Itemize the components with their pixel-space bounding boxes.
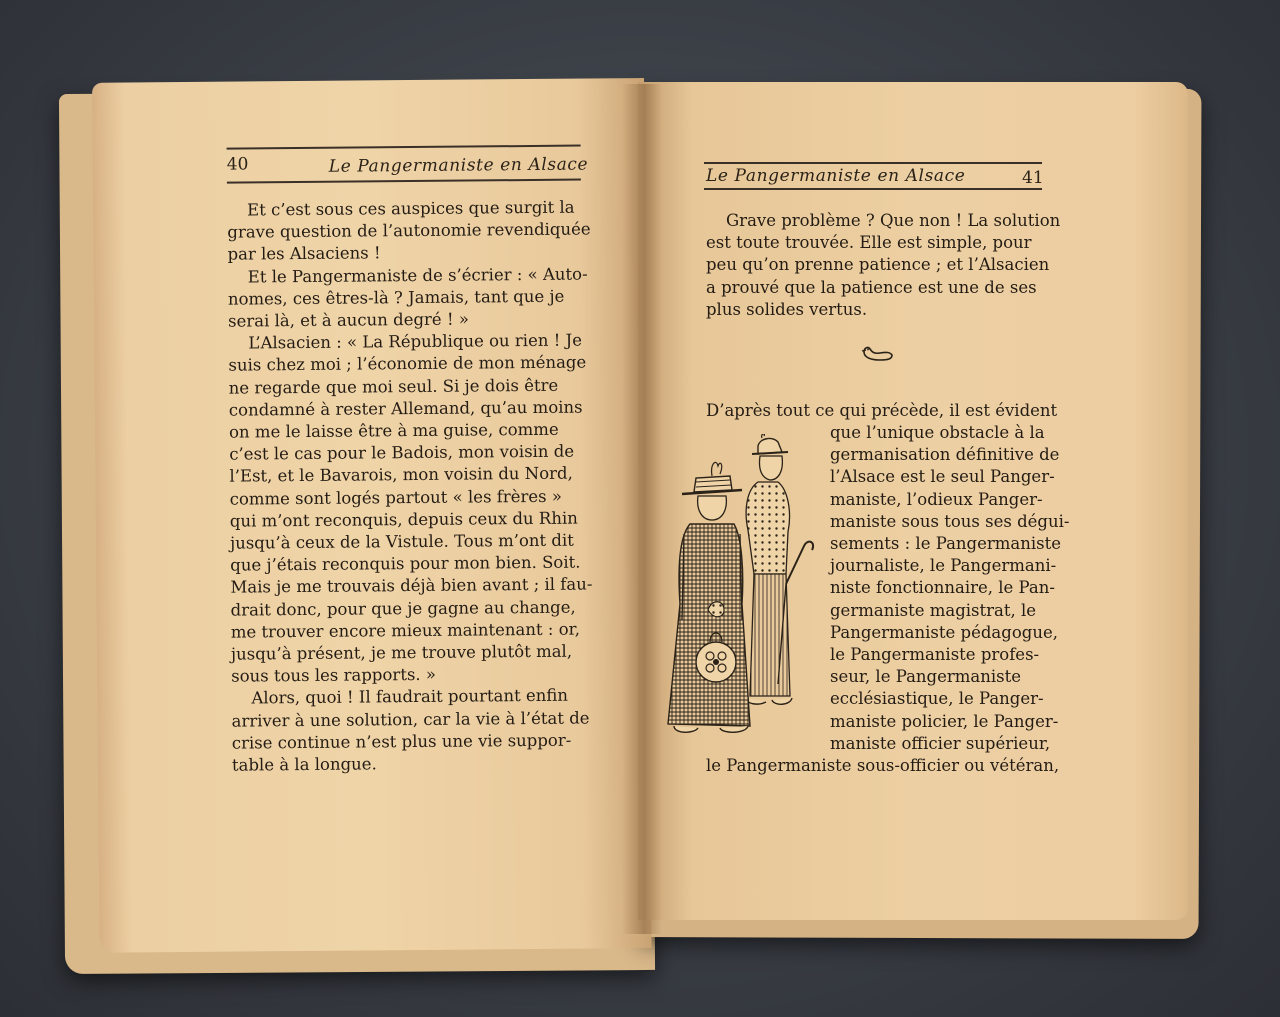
text-line: serai là, et à aucun degré ! »	[228, 309, 469, 331]
left-header-rule-bottom	[227, 179, 581, 184]
text-line: L’Alsacien : « La République ou rien ! Je	[248, 330, 583, 353]
book-gutter-shadow	[622, 84, 662, 934]
right-header-rule-bottom	[704, 188, 1042, 190]
text-line: D’après tout ce qui précède, il est évident	[706, 401, 1058, 420]
text-line: comme sont logés partout « les frères »	[229, 486, 563, 509]
text-line: crise continue n’est plus une vie suppor-	[231, 730, 572, 753]
text-line: maniste sous tous ses dégui-	[830, 511, 1070, 531]
tall-woman-figure	[746, 434, 813, 704]
text-line: on me le laisse être à ma guise, comme	[228, 419, 559, 442]
text-line: suis chez moi ; l’économie de mon ménage	[228, 352, 587, 376]
text-line: que j’étais reconquis pour mon bien. Soit.	[230, 552, 581, 575]
text-line: Et le Pangermaniste de s’écrier : « Auto-	[247, 264, 588, 287]
text-line: ecclésiastique, le Panger-	[830, 689, 1044, 709]
left-page-number: 40	[226, 154, 249, 175]
text-line: l’Alsace est le seul Panger-	[830, 467, 1055, 487]
short-woman-figure	[668, 462, 750, 732]
text-line: arriver à une solution, car la vie à l’état de	[231, 708, 590, 731]
text-line: maniste officier supérieur,	[830, 733, 1051, 753]
right-page-number: 41	[1022, 168, 1044, 188]
text-line: l’Est, et le Bavarois, mon voisin du Nord,	[229, 464, 573, 487]
text-line: sements : le Pangermaniste	[830, 534, 1061, 554]
text-line: ne regarde que moi seul. Si je dois être	[228, 375, 559, 398]
text-line: maniste, l’odieux Panger-	[830, 489, 1043, 509]
text-line: grave question de l’autonomie revendiquée	[227, 219, 591, 242]
right-header-rule-top	[704, 162, 1042, 164]
text-line: jusqu’à présent, je me trouve plutôt mal,	[230, 641, 573, 664]
text-line: Et c’est sous ces auspices que surgit la	[247, 197, 575, 220]
left-page-body	[227, 197, 593, 777]
text-line: me trouver encore mieux maintenant : or,	[230, 619, 580, 642]
text-line: plus solides vertus.	[706, 299, 868, 319]
text-line: le Pangermaniste sous-officier ou vétéran,	[706, 756, 1060, 775]
text-line: a prouvé que la patience est une de ses	[706, 277, 1037, 297]
text-line: Mais je me trouvais déjà bien avant ; il fau-	[230, 574, 593, 598]
right-page-body-bottom-first	[706, 400, 1058, 422]
text-line: le Pangermaniste profes-	[830, 645, 1040, 665]
text-line: condamné à rester Allemand, qu’au moins	[228, 397, 583, 420]
text-line: jusqu’à ceux de la Vistule. Tous m’ont dit	[229, 530, 574, 553]
two-women-illustration	[654, 434, 824, 734]
text-line: Alors, quoi ! Il faudrait pourtant enfin	[251, 686, 569, 708]
text-line: table à la longue.	[231, 754, 377, 775]
text-line: journaliste, le Pangermani-	[830, 556, 1057, 576]
right-page-body-wrapped	[830, 422, 1070, 755]
text-line: nomes, ces êtres-là ? Jamais, tant que je	[227, 286, 565, 309]
text-line: peu qu’on prenne patience ; et l’Alsacien	[706, 255, 1050, 275]
right-page-body-top	[706, 210, 1061, 321]
left-page	[92, 78, 652, 953]
right-running-title: Le Pangermaniste en Alsace	[706, 166, 966, 186]
right-page	[638, 82, 1188, 920]
text-line: qui m’ont reconquis, depuis ceux du Rhin	[229, 508, 578, 531]
text-line: sous tous les rapports. »	[231, 665, 437, 686]
text-line: seur, le Pangermaniste	[830, 667, 1021, 687]
right-page-body-bottom-last	[706, 755, 1060, 777]
text-line: par les Alsaciens !	[227, 243, 381, 265]
left-running-title: Le Pangermaniste en Alsace	[328, 154, 589, 177]
text-line: Grave problème ? Que non ! La solution	[726, 211, 1061, 230]
text-line: germaniste magistrat, le	[830, 600, 1037, 620]
text-line: germanisation définitive de	[830, 445, 1060, 465]
text-line: que l’unique obstacle à la	[830, 423, 1045, 442]
text-line: drait donc, pour que je gagne au change,	[230, 597, 576, 620]
text-line: niste fonctionnaire, le Pan-	[830, 578, 1055, 598]
text-line: est toute trouvée. Elle est simple, pour	[706, 233, 1032, 253]
left-header-rule-top	[227, 145, 581, 150]
duck-ornament-icon	[858, 340, 896, 364]
text-line: Pangermaniste pédagogue,	[830, 622, 1058, 642]
text-line: c’est le cas pour le Badois, mon voisin de	[229, 441, 575, 464]
text-line: maniste policier, le Panger-	[830, 711, 1059, 731]
